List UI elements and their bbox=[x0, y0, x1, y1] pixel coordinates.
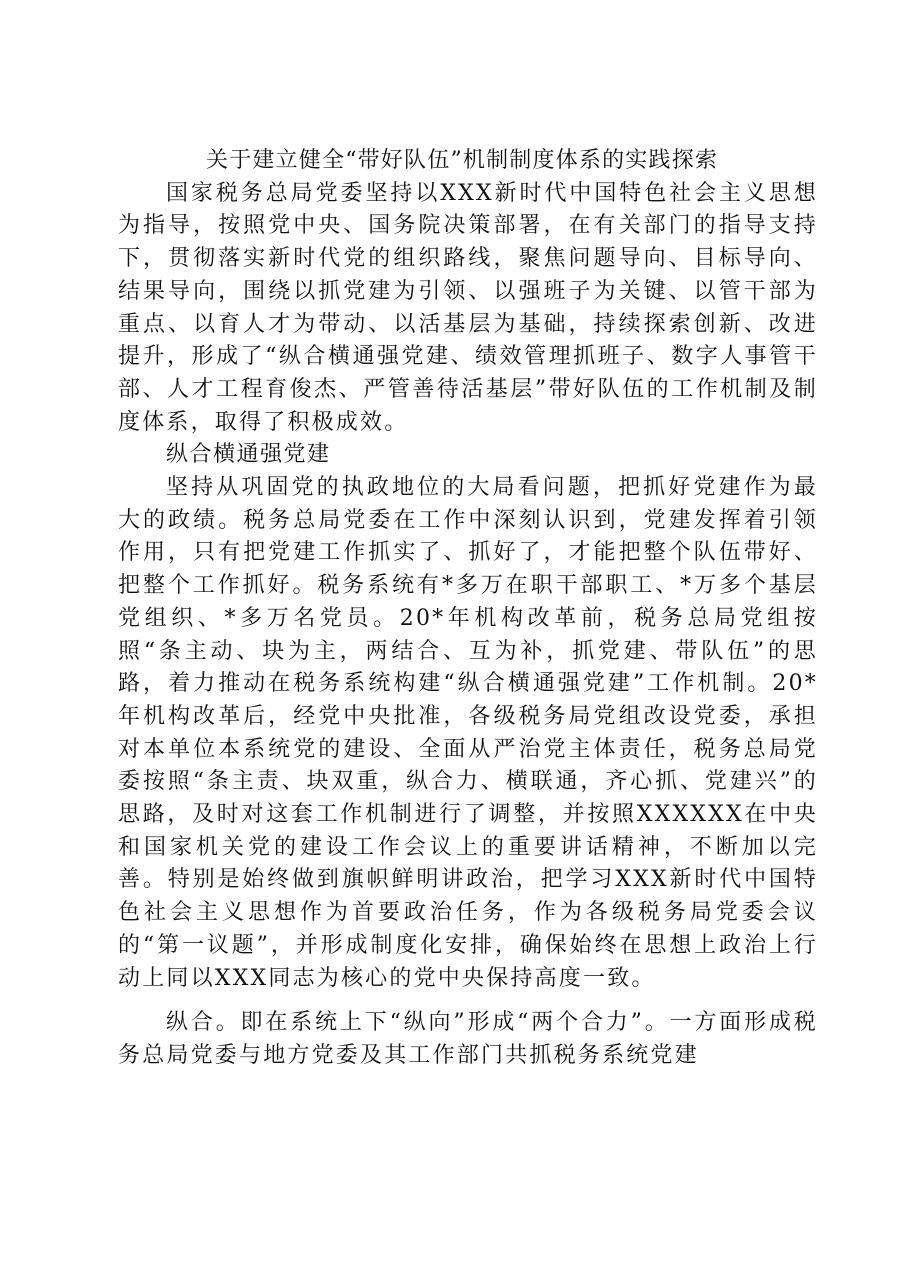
section-paragraph-zonghe: 纵合。即在系统上下“纵向”形成“两个合力”。一方面形成税务总局党委与地方党委及其工作部门共抓税务系统党建 bbox=[118, 1010, 818, 1068]
section-heading: 纵合横通强党建 bbox=[166, 442, 331, 468]
section-paragraph: 坚持从巩固党的执政地位的大局看问题，把抓好党建作为最大的政绩。税务总局党委在工作中深刻认识到，党建发挥着引领作用，只有把党建工作抓实了、抓好了，才能把整个队伍带好、把整个工作抓好。税务系统有*多万在职干部职工、*万多个基层党组织、*多万名党员。20*年机构改革前，税务总局党组按照“条主动、块为主，两结合、互为补，抓党建、带队伍”的思路，着力推动在税务系统构建“纵合横通强党建”工作机制。20*年机构改革后，经党中央批准，各级税务局党组改设党委，承担对本单位本系统党的建设、全面从严治党主体责任，税务总局党委按照“条主责、块双重，纵合力、横联通，齐心抓、党建兴”的思路，及时对这套工作机制进行了调整，并按照XXXXXX在中央和国家机关党的建设工作会议上的重要讲话精神，不断加以完善。特别是始终做到旗帜鲜明讲政治，把学习XXX新时代中国特色社会主义思想作为首要政治任务，作为各级税务局党委会议的“第一议题”，并形成制度化安排，确保始终在思想上政治上行动上同以XXX同志为核心的党中央保持高度一致。 bbox=[118, 475, 818, 991]
document-title: 关于建立健全“带好队伍”机制制度体系的实践探索 bbox=[206, 148, 719, 173]
document-body bbox=[118, 145, 818, 1073]
intro-paragraph: 国家税务总局党委坚持以XXX新时代中国特色社会主义思想为指导，按照党中央、国务院决策部署，在有关部门的指导支持下，贯彻落实新时代党的组织路线，聚焦问题导向、目标导向、结果导向，围绕以抓党建为引领、以强班子为关键、以管干部为重点、以育人才为带动、以活基层为基础，持续探索创新、改进提升，形成了“纵合横通强党建、绩效管理抓班子、数字人事管干部、人才工程育俊杰、严管善待活基层”带好队伍的工作机制及制度体系，取得了积极成效。 bbox=[118, 180, 818, 435]
